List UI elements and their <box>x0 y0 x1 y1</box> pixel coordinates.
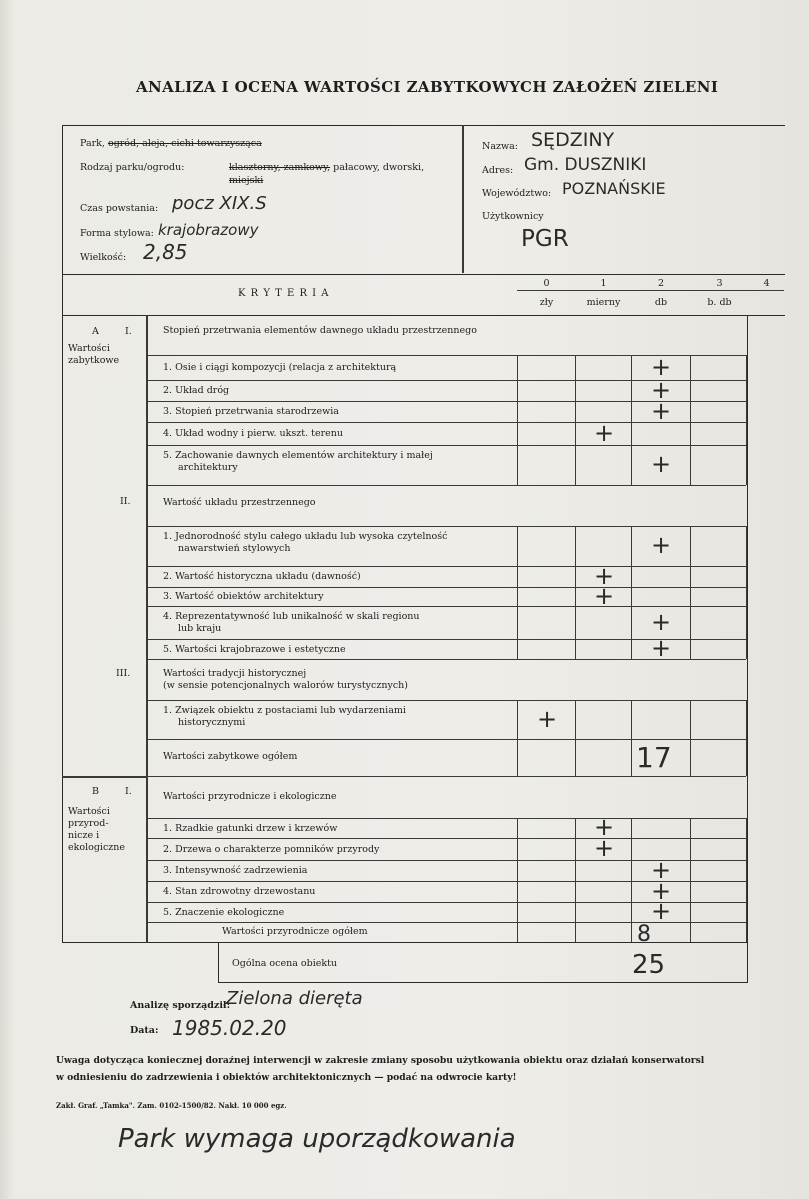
rating-mark: + <box>594 418 615 447</box>
criterion-label: 2. Układ dróg <box>163 385 230 396</box>
cell-divider <box>575 566 576 587</box>
cell-divider <box>517 838 518 860</box>
cell-divider <box>690 881 691 902</box>
cell-divider <box>517 422 518 445</box>
cell-divider <box>690 422 691 445</box>
cell-divider <box>690 639 691 659</box>
groupb-top <box>147 818 746 819</box>
form-title: ANALIZA I OCENA WARTOŚCI ZABYTKOWYCH ZAŁOŻEŃ ZIELENI <box>136 78 719 96</box>
cell-divider <box>517 606 518 639</box>
cell-divider <box>575 380 576 401</box>
cell-divider <box>746 526 747 566</box>
cell-divider <box>690 700 691 739</box>
total-cell-divider <box>631 902 632 942</box>
criteria-label: K R Y T E R I A <box>238 288 330 299</box>
rating-mark: + <box>594 834 615 862</box>
total-cell-divider <box>631 739 632 776</box>
uwaga-line2: w odniesieniu do zadrzewienia i obiektów architektonicznych — podać na odwrocie karty! <box>56 1072 517 1083</box>
cell-divider <box>517 700 518 739</box>
cell-divider <box>746 818 747 838</box>
rating-mark: + <box>651 450 672 478</box>
rating-mark: + <box>594 561 615 590</box>
cell-divider <box>575 445 576 485</box>
cell-divider <box>746 639 747 659</box>
forma-value: krajobrazowy <box>158 221 259 239</box>
uzyt-label: Użytkownicy <box>482 211 544 222</box>
cell-divider <box>575 881 576 902</box>
ogolna-value: 25 <box>632 950 666 980</box>
cell-divider <box>746 422 747 445</box>
total-cell-divider <box>746 739 747 776</box>
uwaga-line1: Uwaga dotycząca koniecznej doraźnej interwencji w zakresie zmiany sposobu użytkowania obiektu oraz działań konserwatorsl <box>56 1055 705 1066</box>
criterion-label: 3. Intensywność zadrzewienia <box>163 865 308 876</box>
left-column-divider <box>146 315 148 943</box>
criterion-label-cont: historycznymi <box>178 717 246 728</box>
ogolna-label: Ogólna ocena obiektu <box>232 958 338 969</box>
section-b-letter: B <box>92 786 99 797</box>
criterion-label-cont: nawarstwień stylowych <box>178 543 291 554</box>
cell-divider <box>575 401 576 422</box>
col3-num: 3 <box>716 278 723 289</box>
rating-mark: + <box>651 607 672 636</box>
park-label <box>80 138 262 149</box>
cell-divider <box>690 401 691 422</box>
cell-divider <box>690 380 691 401</box>
analize-value: Zielona dieręta <box>226 988 363 1009</box>
cell-divider <box>517 445 518 485</box>
czas-label: Czas powstania: <box>80 203 159 214</box>
row-separator <box>147 838 746 839</box>
rating-mark: + <box>651 876 672 905</box>
zab-total-end <box>147 776 746 777</box>
cell-divider <box>575 838 576 860</box>
cell-divider <box>517 566 518 587</box>
header-divider <box>462 125 464 273</box>
cell-divider <box>517 860 518 881</box>
group3-heading-a: Wartości tradycji historycznej <box>163 668 307 679</box>
cell-divider <box>631 380 632 401</box>
total-cell-divider <box>575 739 576 776</box>
cell-divider <box>631 700 632 739</box>
cell-divider <box>517 639 518 659</box>
rating-mark: + <box>651 531 672 559</box>
cell-divider <box>746 881 747 902</box>
rating-mark: + <box>651 396 672 425</box>
criterion-label: 5. Znaczenie ekologiczne <box>163 906 285 918</box>
cell-divider <box>631 445 632 485</box>
criterion-label: 4. Układ wodny i pierw. ukszt. terenu <box>163 428 343 439</box>
total-cell-divider <box>575 902 576 942</box>
cell-divider <box>517 818 518 838</box>
criterion-label-cont: architektury <box>178 462 238 473</box>
cell-divider <box>690 860 691 881</box>
criterion-label: 2. Drzewa o charakterze pomników przyrody <box>163 843 380 855</box>
group2-roman: II. <box>120 496 131 507</box>
uzyt-value: PGR <box>521 226 569 252</box>
cell-divider <box>631 587 632 606</box>
cell-divider <box>690 566 691 587</box>
cell-divider <box>631 838 632 860</box>
park-type-prefix: Rodzaj parku/ogrodu: <box>80 162 185 173</box>
czas-value: pocz XIX.S <box>172 193 267 214</box>
total-cell-divider <box>746 902 747 942</box>
cell-divider <box>631 526 632 566</box>
cell-divider <box>517 881 518 902</box>
cell-divider <box>746 700 747 739</box>
col2-name: db <box>654 297 668 308</box>
woj-value: POZNAŃSKIE <box>562 179 666 198</box>
cell-divider <box>690 838 691 860</box>
criterion-label: 1. Związek obiektu z postaciami lub wydarzeniami <box>163 705 406 716</box>
col1-num: 1 <box>600 278 607 289</box>
criteria-header-split <box>517 290 784 291</box>
cell-divider <box>517 587 518 606</box>
cell-divider <box>517 355 518 380</box>
criterion-label: 5. Zachowanie dawnych elementów architektury i małej <box>163 450 433 461</box>
cell-divider <box>517 526 518 566</box>
wielkosc-label: Wielkość: <box>80 252 127 263</box>
criterion-label: 1. Osie i ciągi kompozycji (relacja z architekturą <box>163 362 397 373</box>
criterion-label: 2. Wartość historyczna układu (dawność) <box>163 571 361 582</box>
total-cell-divider <box>517 902 518 942</box>
section-ab-divider <box>62 776 148 778</box>
cell-divider <box>746 860 747 881</box>
printer-note: Zakł. Graf. „Tamka". Zam. 0102-1500/82. Nakł. 10 000 egz. <box>56 1101 287 1110</box>
handwritten-note: Park wymaga uporządkowania <box>118 1124 516 1154</box>
col4-num: 4 <box>763 278 770 289</box>
rating-mark: + <box>651 375 672 404</box>
group2-heading: Wartość układu przestrzennego <box>163 497 316 508</box>
section-b-label2: przyrod- <box>68 818 109 829</box>
criterion-label: 1. Rzadkie gatunki drzew i krzewów <box>163 822 338 834</box>
zab-total-label: Wartości zabytkowe ogółem <box>163 751 298 762</box>
data-label: Data: <box>130 1025 159 1036</box>
group1-heading: Stopień przetrwania elementów dawnego układu przestrzennego <box>163 325 477 336</box>
section-a-label: Wartości <box>68 343 110 354</box>
cell-divider <box>517 380 518 401</box>
criterion-label: 4. Stan zdrowotny drzewostanu <box>163 886 316 897</box>
adres-label: Adres: <box>482 165 514 176</box>
cell-divider <box>631 606 632 639</box>
cell-divider <box>631 422 632 445</box>
section-a-label2: zabytkowe <box>68 355 120 366</box>
cell-divider <box>690 587 691 606</box>
criterion-label: 5. Wartości krajobrazowe i estetyczne <box>163 643 346 655</box>
section-a-letter: A <box>92 326 99 337</box>
col2-num: 2 <box>657 278 665 289</box>
nazwa-label: Nazwa: <box>482 141 518 152</box>
cell-divider <box>690 445 691 485</box>
section-b-label3: nicze i <box>68 830 100 841</box>
section-b-label1: Wartości <box>68 806 110 817</box>
park-prefix: Park, <box>80 138 108 149</box>
cell-divider <box>575 700 576 739</box>
row-separator <box>147 445 746 446</box>
criterion-label: 3. Wartość obiektów architektury <box>163 591 324 602</box>
cell-divider <box>690 606 691 639</box>
cell-divider <box>575 818 576 838</box>
cell-divider <box>575 587 576 606</box>
section-a-roman: I. <box>125 326 132 337</box>
group3-heading-b: (w sensie potencjonalnych walorów turystycznych) <box>163 680 408 691</box>
cell-divider <box>746 401 747 422</box>
row-separator <box>147 566 746 567</box>
cell-divider <box>746 380 747 401</box>
cell-divider <box>690 818 691 838</box>
park-type-struck: klasztorny, zamkowy, <box>229 162 331 173</box>
cell-divider <box>631 818 632 838</box>
row-separator <box>147 485 746 486</box>
col1-name: mierny <box>586 297 621 308</box>
cell-divider <box>746 606 747 639</box>
cell-divider <box>575 606 576 639</box>
cell-divider <box>746 355 747 380</box>
rating-mark: + <box>651 897 672 925</box>
park-type-line2: miejski <box>229 175 264 186</box>
rating-mark: + <box>537 704 558 733</box>
cell-divider <box>746 445 747 485</box>
adres-value: Gm. DUSZNIKI <box>524 155 647 175</box>
cell-divider <box>746 566 747 587</box>
cell-divider <box>631 639 632 659</box>
cell-divider <box>746 587 747 606</box>
park-type-label <box>80 162 184 173</box>
group3-top <box>147 700 746 701</box>
total-cell-divider <box>690 902 691 942</box>
rating-mark: + <box>594 813 615 841</box>
total-cell-divider <box>690 739 691 776</box>
cell-divider <box>690 355 691 380</box>
cell-divider <box>517 401 518 422</box>
cell-divider <box>746 838 747 860</box>
total-cell-divider <box>517 739 518 776</box>
cell-divider <box>575 526 576 566</box>
park-type-options <box>229 162 424 173</box>
zab-total-value: 17 <box>636 741 672 774</box>
rating-mark: + <box>651 634 672 662</box>
cell-divider <box>575 639 576 659</box>
park-struck: ogród, aleja, cichi towarzysząca <box>107 138 262 149</box>
cell-divider <box>631 881 632 902</box>
nazwa-value: SĘDZINY <box>531 129 615 151</box>
row-separator <box>147 739 746 740</box>
park-type-rest: pałacowy, dworski, <box>330 162 425 173</box>
analize-label: Analizę sporządził: <box>130 1000 231 1011</box>
group2-top <box>147 526 746 527</box>
cell-divider <box>690 526 691 566</box>
rating-mark: + <box>594 581 615 610</box>
col0-name: zły <box>539 297 554 308</box>
col0-num: 0 <box>543 278 550 289</box>
rating-mark: + <box>651 855 672 884</box>
criterion-label: 1. Jednorodność stylu całego układu lub wysoka czytelność <box>163 531 448 542</box>
cell-divider <box>631 566 632 587</box>
cell-divider <box>631 401 632 422</box>
cell-divider <box>575 860 576 881</box>
cell-divider <box>575 422 576 445</box>
wielkosc-value: 2,85 <box>143 240 188 264</box>
rating-mark: + <box>651 352 672 381</box>
przyr-total-value: 8 <box>637 922 651 947</box>
groupb-heading: Wartości przyrodnicze i ekologiczne <box>163 791 337 802</box>
group3-roman: III. <box>116 668 131 679</box>
section-b-roman: I. <box>125 786 132 797</box>
criterion-label: 3. Stopień przetrwania starodrzewia <box>163 406 339 417</box>
row-separator <box>147 587 746 588</box>
forma-label: Forma stylowa: <box>80 228 154 239</box>
przyr-total-label: Wartości przyrodnicze ogółem <box>222 926 368 937</box>
cell-divider <box>575 355 576 380</box>
woj-label: Województwo: <box>482 188 552 199</box>
criterion-label-cont: lub kraju <box>178 623 222 634</box>
criterion-label: 4. Reprezentatywność lub unikalność w skali regionu <box>163 611 420 622</box>
cell-divider <box>631 860 632 881</box>
col3-name: b. db <box>707 297 732 308</box>
cell-divider <box>631 355 632 380</box>
data-value: 1985.02.20 <box>172 1016 287 1040</box>
section-b-label4: ekologiczne <box>68 842 126 853</box>
